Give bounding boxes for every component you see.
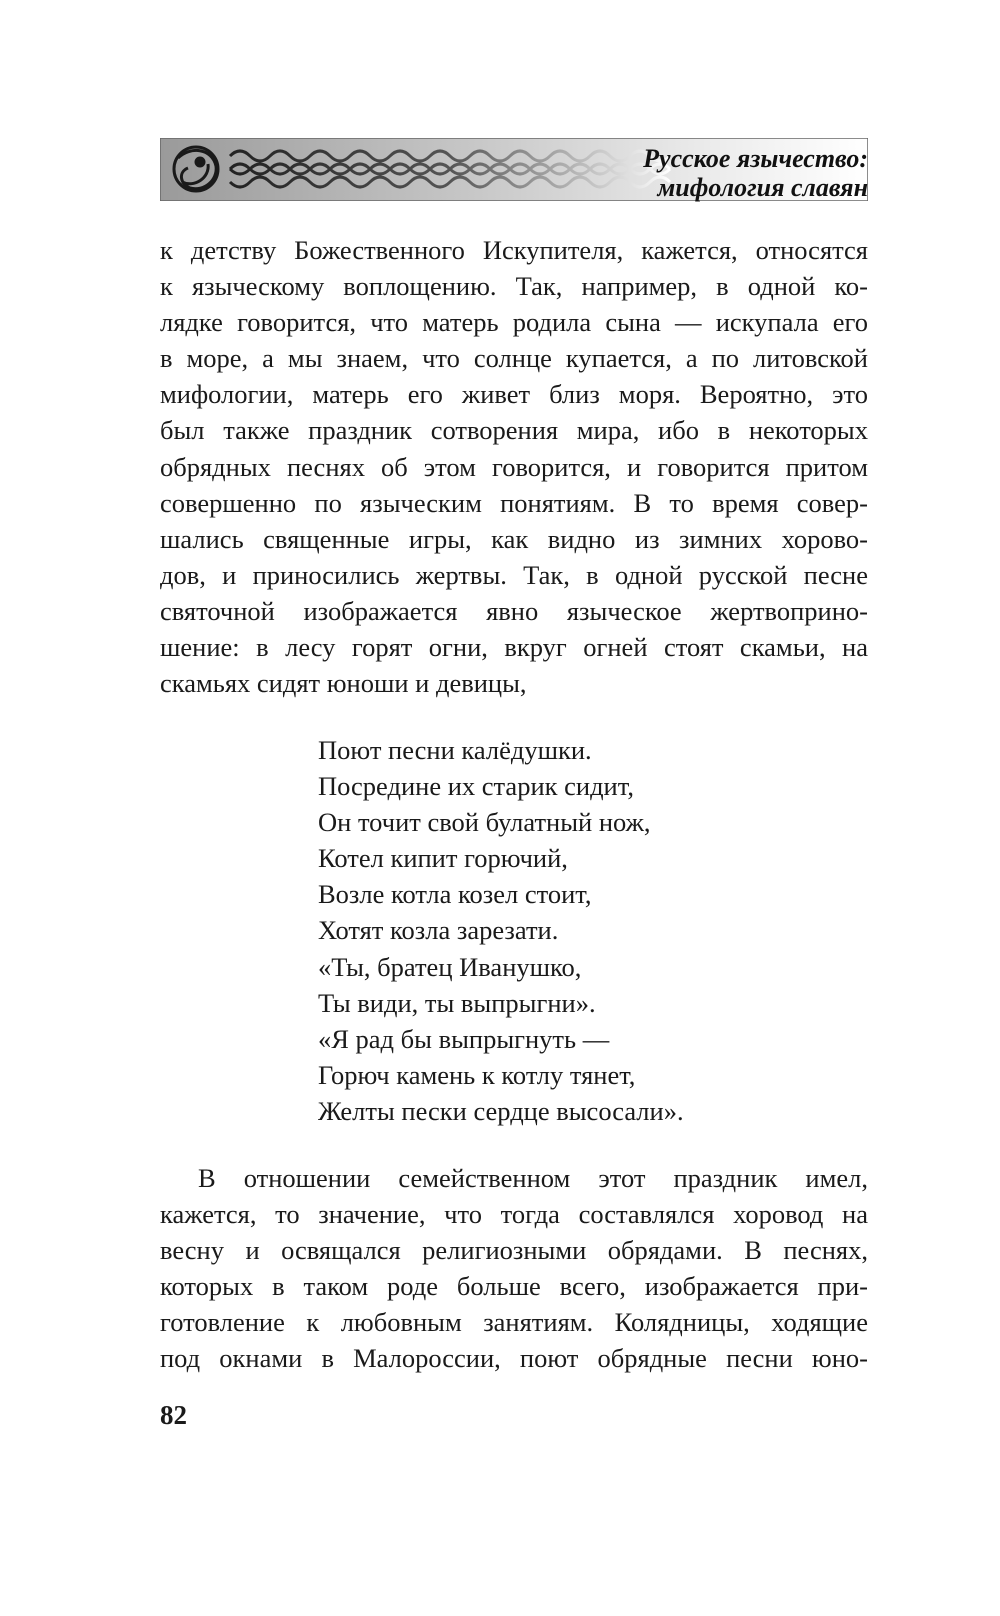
verse-line: «Ты, братец Иванушко, (318, 951, 582, 982)
verse-line: Посредине их старик сидит, (318, 771, 634, 802)
paragraph-1-line: шались священные игры, как видно из зимних хорово- (160, 523, 868, 554)
paragraph-1-line: к детству Божественного Искупителя, кажется, относятся (160, 235, 868, 265)
paragraph-1 (160, 232, 868, 701)
running-title-line-2: мифология славян (657, 173, 868, 202)
verse-line: Желты пески сердце высосали». (318, 1095, 684, 1126)
running-title (643, 144, 868, 202)
verse-line: Поют песни калёдушки. (318, 735, 592, 765)
paragraph-2 (160, 1160, 868, 1377)
paragraph-1-line: скамьях сидят юноши и девицы, (160, 668, 527, 699)
verse-line: «Я рад бы выпрыгнуть — (318, 1023, 610, 1054)
paragraph-2-line: весну и освящался религиозными обрядами. В песнях, (160, 1235, 868, 1266)
running-header (160, 138, 868, 201)
paragraph-1-line: совершенно по языческим понятиям. В то время совер- (160, 487, 868, 518)
paragraph-1-line: святочной изображается явно языческое жертвоприно- (160, 595, 868, 626)
verse-line: Ты види, ты выпрыгни». (318, 987, 596, 1018)
song-verse (318, 732, 684, 1129)
paragraph-1-line: к языческому воплощению. Так, например, в одной ко- (160, 271, 868, 302)
paragraph-1-line: мифологии, матерь его живет близ моря. Вероятно, это (160, 379, 868, 410)
paragraph-1-line: в море, а мы знаем, что солнце купается, а по литовской (160, 343, 868, 374)
paragraph-1-line: шение: в лесу горят огни, вкруг огней стоят скамьи, на (160, 632, 868, 663)
paragraph-1-line: обрядных песнях об этом говорится, и говорится притом (160, 451, 868, 482)
verse-line: Возле котла козел стоит, (318, 879, 592, 910)
paragraph-1-line: лядке говорится, что матерь родила сына — искупала его (160, 307, 868, 338)
verse-line: Горюч камень к котлу тянет, (318, 1059, 636, 1090)
paragraph-2-line: кажется, то значение, что тогда составлялся хоровод на (160, 1199, 868, 1230)
verse-line: Он точит свой булатный нож, (318, 807, 651, 838)
paragraph-2-line: которых в таком роде больше всего, изображается при- (160, 1271, 868, 1302)
page-number: 82 (160, 1400, 187, 1430)
paragraph-1-line: был также праздник сотворения мира, ибо в некоторых (160, 415, 868, 446)
paragraph-2-line: готовление к любовным занятиям. Колядницы, ходящие (160, 1307, 868, 1338)
verse-line: Котел кипит горючий, (318, 843, 568, 874)
running-title-line-1: Русское язычество: (643, 144, 868, 173)
verse-line: Хотят козла зарезати. (318, 915, 559, 946)
paragraph-1-line: дов, и приносились жертвы. Так, в одной русской песне (160, 559, 868, 590)
paragraph-2-line: под окнами в Малороссии, поют обрядные песни юно- (160, 1343, 868, 1374)
paragraph-2-line: В отношении семейственном этот праздник имел, (198, 1163, 868, 1193)
